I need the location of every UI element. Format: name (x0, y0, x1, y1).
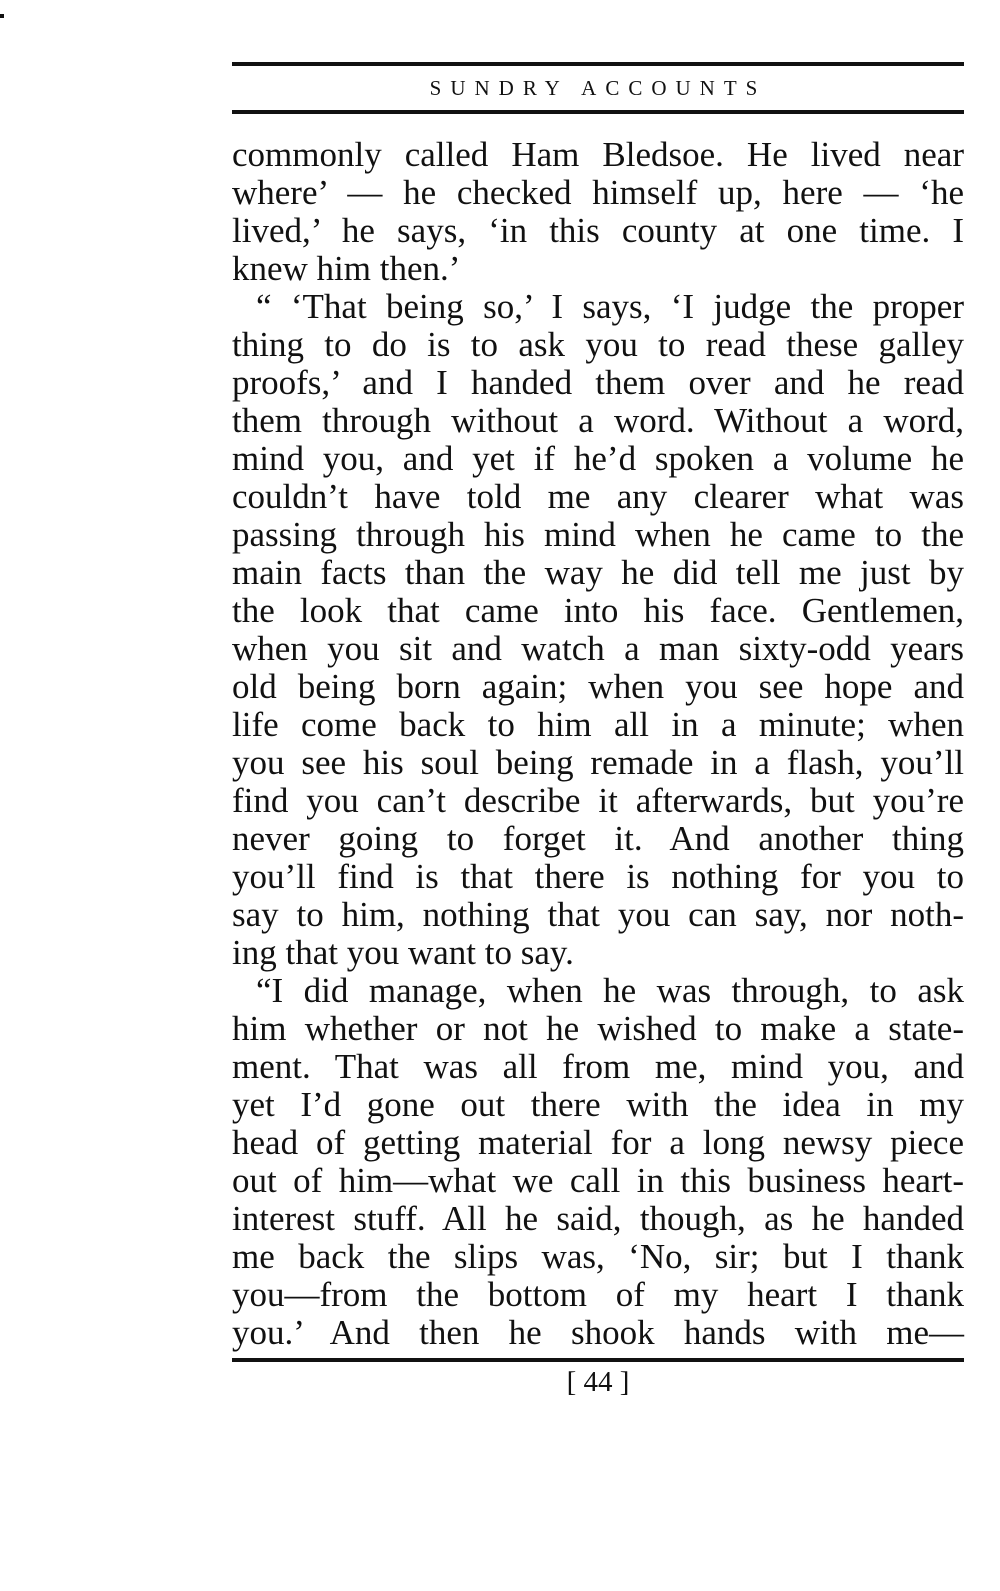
running-title: SUNDRY ACCOUNTS (429, 76, 767, 100)
text-line: him whether or not he wished to make a state- (232, 1009, 964, 1048)
text-line: passing through his mind when he came to the (232, 515, 964, 554)
text-line: you—from the bottom of my heart I thank (232, 1275, 964, 1314)
margin-mark (0, 14, 4, 18)
text-line: proofs,’ and I handed them over and he read (232, 363, 964, 402)
header-rule-top (232, 62, 964, 66)
text-line: commonly called Ham Bledsoe. He lived near (232, 135, 964, 174)
text-line: find you can’t describe it afterwards, but you’re (232, 781, 964, 820)
text-line: lived,’ he says, ‘in this county at one time. I (232, 211, 964, 250)
text-line: mind you, and yet if he’d spoken a volume he (232, 439, 964, 478)
text-line: life come back to him all in a minute; when (232, 705, 964, 744)
page-number: [ 44 ] (566, 1366, 630, 1398)
text-line: “ ‘That being so,’ I says, ‘I judge the proper (256, 287, 964, 326)
text-line: old being born again; when you see hope and (232, 667, 964, 706)
text-line: ment. That was all from me, mind you, and (232, 1047, 964, 1086)
text-line: when you sit and watch a man sixty-odd years (232, 629, 964, 668)
text-line: thing to do is to ask you to read these galley (232, 325, 964, 364)
text-line: main facts than the way he did tell me just by (232, 553, 964, 592)
text-line: the look that came into his face. Gentlemen, (232, 591, 964, 630)
text-line: them through without a word. Without a word, (232, 401, 964, 440)
text-line: you’ll find is that there is nothing for you to (232, 857, 964, 896)
text-line: couldn’t have told me any clearer what was (232, 477, 964, 516)
text-line: “I did manage, when he was through, to ask (256, 971, 964, 1010)
text-line: never going to forget it. And another thing (232, 819, 964, 858)
text-line: me back the slips was, ‘No, sir; but I thank (232, 1237, 964, 1276)
header-rule-bottom (232, 110, 964, 114)
text-line: interest stuff. All he said, though, as he handed (232, 1199, 964, 1238)
footer-rule (232, 1358, 964, 1362)
text-line: say to him, nothing that you can say, nor noth- (232, 895, 964, 934)
text-line: knew him then.’ (232, 249, 461, 288)
text-line: yet I’d gone out there with the idea in my (232, 1085, 964, 1124)
text-line: ing that you want to say. (232, 933, 574, 972)
text-line: where’ — he checked himself up, here — ‘he (232, 173, 964, 212)
text-line: out of him—what we call in this business heart- (232, 1161, 964, 1200)
text-line: you see his soul being remade in a flash, you’ll (232, 743, 964, 782)
text-line: head of getting material for a long newsy piece (232, 1123, 964, 1162)
text-line: you.’ And then he shook hands with me— (232, 1313, 964, 1352)
